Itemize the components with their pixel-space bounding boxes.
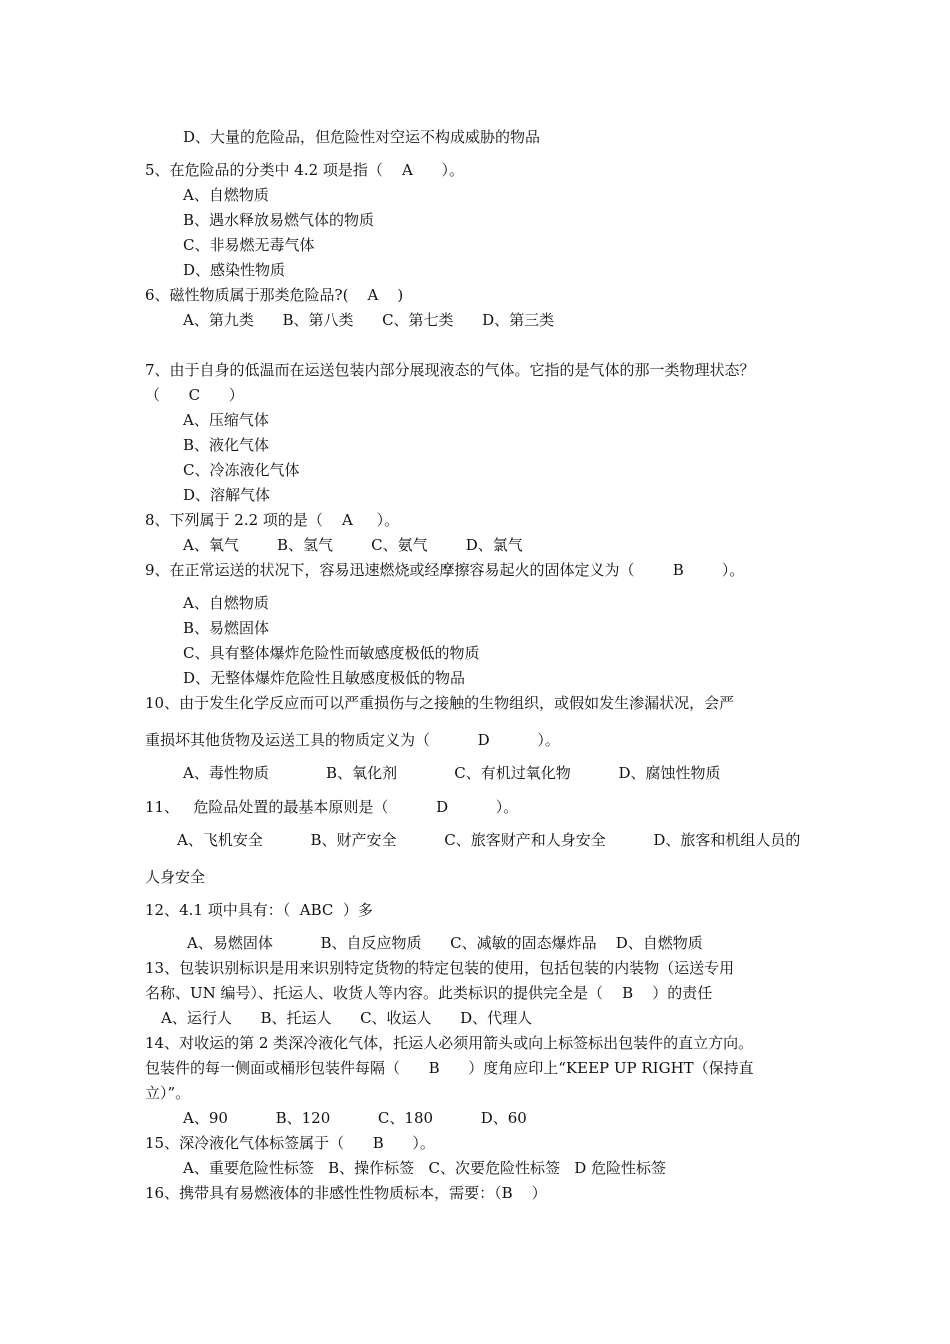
option-line: D、无整体爆炸危险性且敏感度极低的物品 xyxy=(183,669,466,687)
option-line: A、自燃物质 xyxy=(183,186,269,204)
option-line: A、90 B、120 C、180 D、60 xyxy=(183,1109,527,1127)
option-line: A、压缩气体 xyxy=(183,411,269,429)
question-5: 5、在危险品的分类中 4.2 项是指（ A ）。 xyxy=(145,161,464,179)
question-8: 8、下列属于 2.2 项的是（ A ）。 xyxy=(145,511,400,529)
option-line: A、氧气 B、氢气 C、氨气 D、氯气 xyxy=(183,536,523,554)
question-10-cont: 重损坏其他货物及运送工具的物质定义为（ D ）。 xyxy=(145,731,560,749)
text-line: D、大量的危险品，但危险性对空运不构成威胁的物品 xyxy=(183,128,541,146)
option-line: A、毒性物质 B、氧化剂 C、有机过氧化物 D、腐蚀性物质 xyxy=(183,764,721,782)
option-line: D、溶解气体 xyxy=(183,486,271,504)
question-14: 14、对收运的第 2 类深冷液化气体，托运人必须用箭头或向上标签标出包装件的直立方向。 xyxy=(145,1034,754,1052)
option-line: A、易燃固体 B、自反应物质 C、减敏的固态爆炸品 D、自燃物质 xyxy=(187,934,703,952)
option-line: A、重要危险性标签 B、操作标签 C、次要危险性标签 D 危险性标签 xyxy=(183,1159,667,1177)
question-6: 6、磁性物质属于那类危险品?( A ) xyxy=(145,286,404,304)
question-15: 15、深冷液化气体标签属于（ B ）。 xyxy=(145,1134,435,1152)
option-line: A、飞机安全 B、财产安全 C、旅客财产和人身安全 D、旅客和机组人员的 xyxy=(177,831,801,849)
question-9: 9、在正常运送的状况下，容易迅速燃烧或经摩擦容易起火的固体定义为（ B ）。 xyxy=(145,561,745,579)
option-line: C、冷冻液化气体 xyxy=(183,461,300,479)
question-14-cont: 包装件的每一侧面或桶形包装件每隔（ B ）度角应印上“KEEP UP RIGHT（保持直 xyxy=(145,1059,754,1077)
option-line: B、液化气体 xyxy=(183,436,270,454)
option-line: A、自燃物质 xyxy=(183,594,269,612)
option-line: C、非易燃无毒气体 xyxy=(183,236,315,254)
question-16: 16、携带具有易燃液体的非感性性物质标本，需要：（B ） xyxy=(145,1184,547,1202)
question-13: 13、包装识别标识是用来识别特定货物的特定包装的使用，包括包装的内装物（运送专用 xyxy=(145,959,735,977)
question-13-cont: 名称、UN 编号）、托运人、收货人等内容。此类标识的提供完全是（ B ）的责任 xyxy=(145,984,713,1002)
option-line: B、易燃固体 xyxy=(183,619,270,637)
answer-line: （ C ） xyxy=(145,386,244,404)
option-line: B、遇水释放易燃气体的物质 xyxy=(183,211,375,229)
option-line: D、感染性物质 xyxy=(183,261,286,279)
option-line: A、第九类 B、第八类 C、第七类 D、第三类 xyxy=(183,311,555,329)
question-14-cont: 立）”。 xyxy=(145,1084,191,1102)
question-11: 11、 危险品处置的最基本原则是（ D ）。 xyxy=(145,798,519,816)
option-line: A、运行人 B、托运人 C、收运人 D、代理人 xyxy=(161,1009,533,1027)
question-7: 7、由于自身的低温而在运送包装内部分展现液态的气体。它指的是气体的那一类物理状态？ xyxy=(145,361,755,379)
question-10: 10、由于发生化学反应而可以严重损伤与之接触的生物组织，或假如发生渗漏状况，会严 xyxy=(145,694,735,712)
option-cont: 人身安全 xyxy=(145,868,206,886)
question-12: 12、4.1 项中具有：（ ABC ）多 xyxy=(145,901,373,919)
option-line: C、具有整体爆炸危险性而敏感度极低的物质 xyxy=(183,644,480,662)
